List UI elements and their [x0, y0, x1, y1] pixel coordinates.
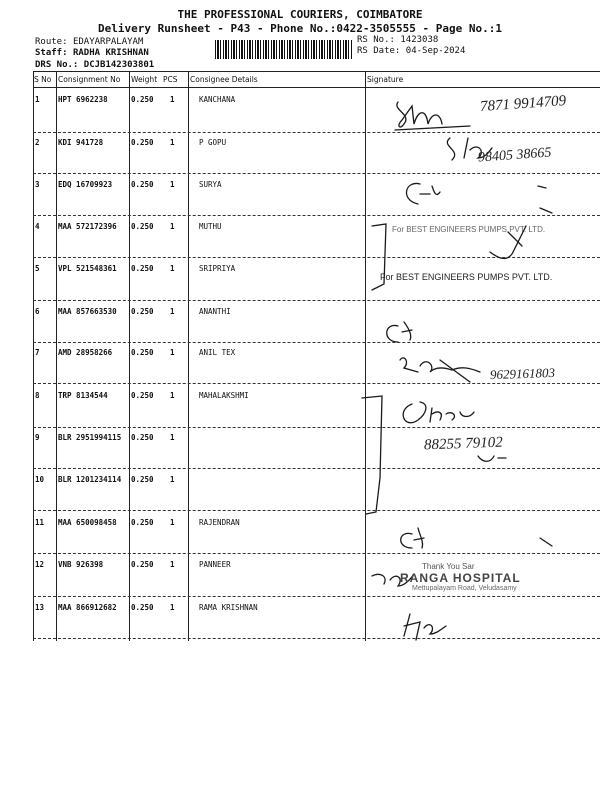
row-weight: 0.250 — [131, 433, 154, 442]
row-weight: 0.250 — [131, 264, 154, 273]
row-consignment: HPT 6962238 — [58, 95, 108, 104]
handwritten-number-row-7: 9629161803 — [489, 364, 556, 383]
row-weight: 0.250 — [131, 391, 154, 400]
rs-date-value: 04-Sep-2024 — [405, 46, 466, 56]
company-stamp-row-4: For BEST ENGINEERS PUMPS PVT. LTD. — [392, 225, 546, 234]
row-pcs: 1 — [170, 518, 175, 527]
drs-value: DCJB142303801 — [83, 60, 155, 70]
handwritten-number-row-1: 7871 9914709 — [479, 93, 567, 115]
signature-row-3 — [406, 183, 440, 204]
row-consignment: KDI 941728 — [58, 138, 104, 147]
row-sno: 2 — [35, 138, 40, 147]
row-weight: 0.250 — [131, 603, 154, 612]
row-consignee: RAJENDRAN — [199, 518, 240, 527]
row-consignee: SRIPRIYA — [199, 264, 236, 273]
row-pcs: 1 — [170, 560, 175, 569]
row-sno: 9 — [35, 433, 40, 442]
signature-row-1 — [397, 102, 442, 127]
row-pcs: 1 — [170, 433, 175, 442]
signature-row-11 — [401, 528, 424, 548]
row-sno: 13 — [35, 603, 45, 612]
row-sno: 12 — [35, 560, 45, 569]
row-consignee: RAMA KRISHNAN — [199, 603, 258, 612]
row-sno: 10 — [35, 475, 45, 484]
company-title: THE PROFESSIONAL COURIERS, COIMBATORE — [177, 8, 423, 21]
col-header-pcs: PCS — [163, 75, 178, 84]
route-value: EDAYARPALAYAM — [72, 37, 144, 47]
col-header-consignee: Consignee Details — [190, 75, 258, 84]
signature-row-6 — [387, 322, 412, 342]
row-consignee: PANNEER — [199, 560, 231, 569]
row-weight: 0.250 — [131, 180, 154, 189]
row-weight: 0.250 — [131, 475, 154, 484]
row-pcs: 1 — [170, 95, 175, 104]
row-sno: 3 — [35, 180, 40, 189]
row-consignee: P GOPU — [199, 138, 227, 147]
row-weight: 0.250 — [131, 138, 154, 147]
row-consignment: MAA 572172396 — [58, 222, 117, 231]
row-pcs: 1 — [170, 603, 175, 612]
row-pcs: 1 — [170, 264, 175, 273]
row-consignment: EDQ 16709923 — [58, 180, 113, 189]
rs-no-value: 1423038 — [400, 35, 439, 45]
handwritten-number-row-9: 88255 79102 — [423, 434, 503, 454]
col-header-signature: Signature — [367, 75, 404, 84]
row-consignment: BLR 2951994115 — [58, 433, 122, 442]
row-consignment: TRP 8134544 — [58, 391, 108, 400]
row-weight: 0.250 — [131, 307, 154, 316]
row-sno: 8 — [35, 391, 40, 400]
hospital-stamp-line3: Mettupalayam Road, Veludasamy — [412, 585, 517, 592]
col-header-sno: S No — [34, 75, 52, 84]
bracket-rows-8-10 — [362, 396, 382, 514]
row-pcs: 1 — [170, 307, 175, 316]
row-consignee: KANCHANA — [199, 95, 236, 104]
row-consignee: ANIL TEX — [199, 348, 236, 357]
row-consignee: SURYA — [199, 180, 222, 189]
staff-value: RADHA KRISHNAN — [72, 48, 149, 58]
row-sno: 11 — [35, 518, 45, 527]
signature-row-9 — [478, 456, 506, 461]
runsheet-title: Delivery Runsheet - P43 - Phone No.:0422-3505555 - Page No.:1 — [98, 22, 502, 35]
handwritten-number-row-2: 98405 38665 — [477, 145, 552, 166]
row-sno: 7 — [35, 348, 40, 357]
row-weight: 0.250 — [131, 560, 154, 569]
row-weight: 0.250 — [131, 95, 154, 104]
row-consignment: MAA 650098458 — [58, 518, 117, 527]
col-header-consignment: Consignment No — [58, 75, 121, 84]
route-label: Route: — [35, 37, 68, 47]
signature-row-13 — [404, 614, 446, 640]
row-pcs: 1 — [170, 348, 175, 357]
rs-no-label: RS No.: — [357, 35, 395, 45]
row-pcs: 1 — [170, 222, 175, 231]
row-weight: 0.250 — [131, 518, 154, 527]
hospital-stamp — [400, 562, 570, 592]
hospital-stamp-line1: Thank You Sar — [422, 562, 475, 571]
row-consignment: VNB 926398 — [58, 560, 104, 569]
row-consignee: MUTHU — [199, 222, 222, 231]
company-stamp-row-5: For BEST ENGINEERS PUMPS PVT. LTD. — [380, 272, 553, 282]
row-pcs: 1 — [170, 180, 175, 189]
hospital-stamp-line2: RANGA HOSPITAL — [400, 571, 521, 585]
row-consignment: VPL 521548361 — [58, 264, 117, 273]
row-weight: 0.250 — [131, 348, 154, 357]
staff-label: Staff: — [35, 48, 68, 58]
row-pcs: 1 — [170, 391, 175, 400]
row-consignment: AMD 28958266 — [58, 348, 113, 357]
row-consignment: MAA 866912682 — [58, 603, 117, 612]
signature-row-8 — [403, 402, 474, 423]
row-sno: 4 — [35, 222, 40, 231]
row-pcs: 1 — [170, 475, 175, 484]
row-sno: 6 — [35, 307, 40, 316]
row-sno: 1 — [35, 95, 40, 104]
row-consignment: MAA 857663530 — [58, 307, 117, 316]
row-consignee: MAHALAKSHMI — [199, 391, 249, 400]
row-weight: 0.250 — [131, 222, 154, 231]
drs-label: DRS No.: — [35, 60, 79, 70]
col-header-weight: Weight — [131, 75, 158, 84]
row-consignment: BLR 1201234114 — [58, 475, 122, 484]
row-sno: 5 — [35, 264, 40, 273]
row-pcs: 1 — [170, 138, 175, 147]
row-consignee: ANANTHI — [199, 307, 231, 316]
rs-date-label: RS Date: — [357, 46, 401, 56]
